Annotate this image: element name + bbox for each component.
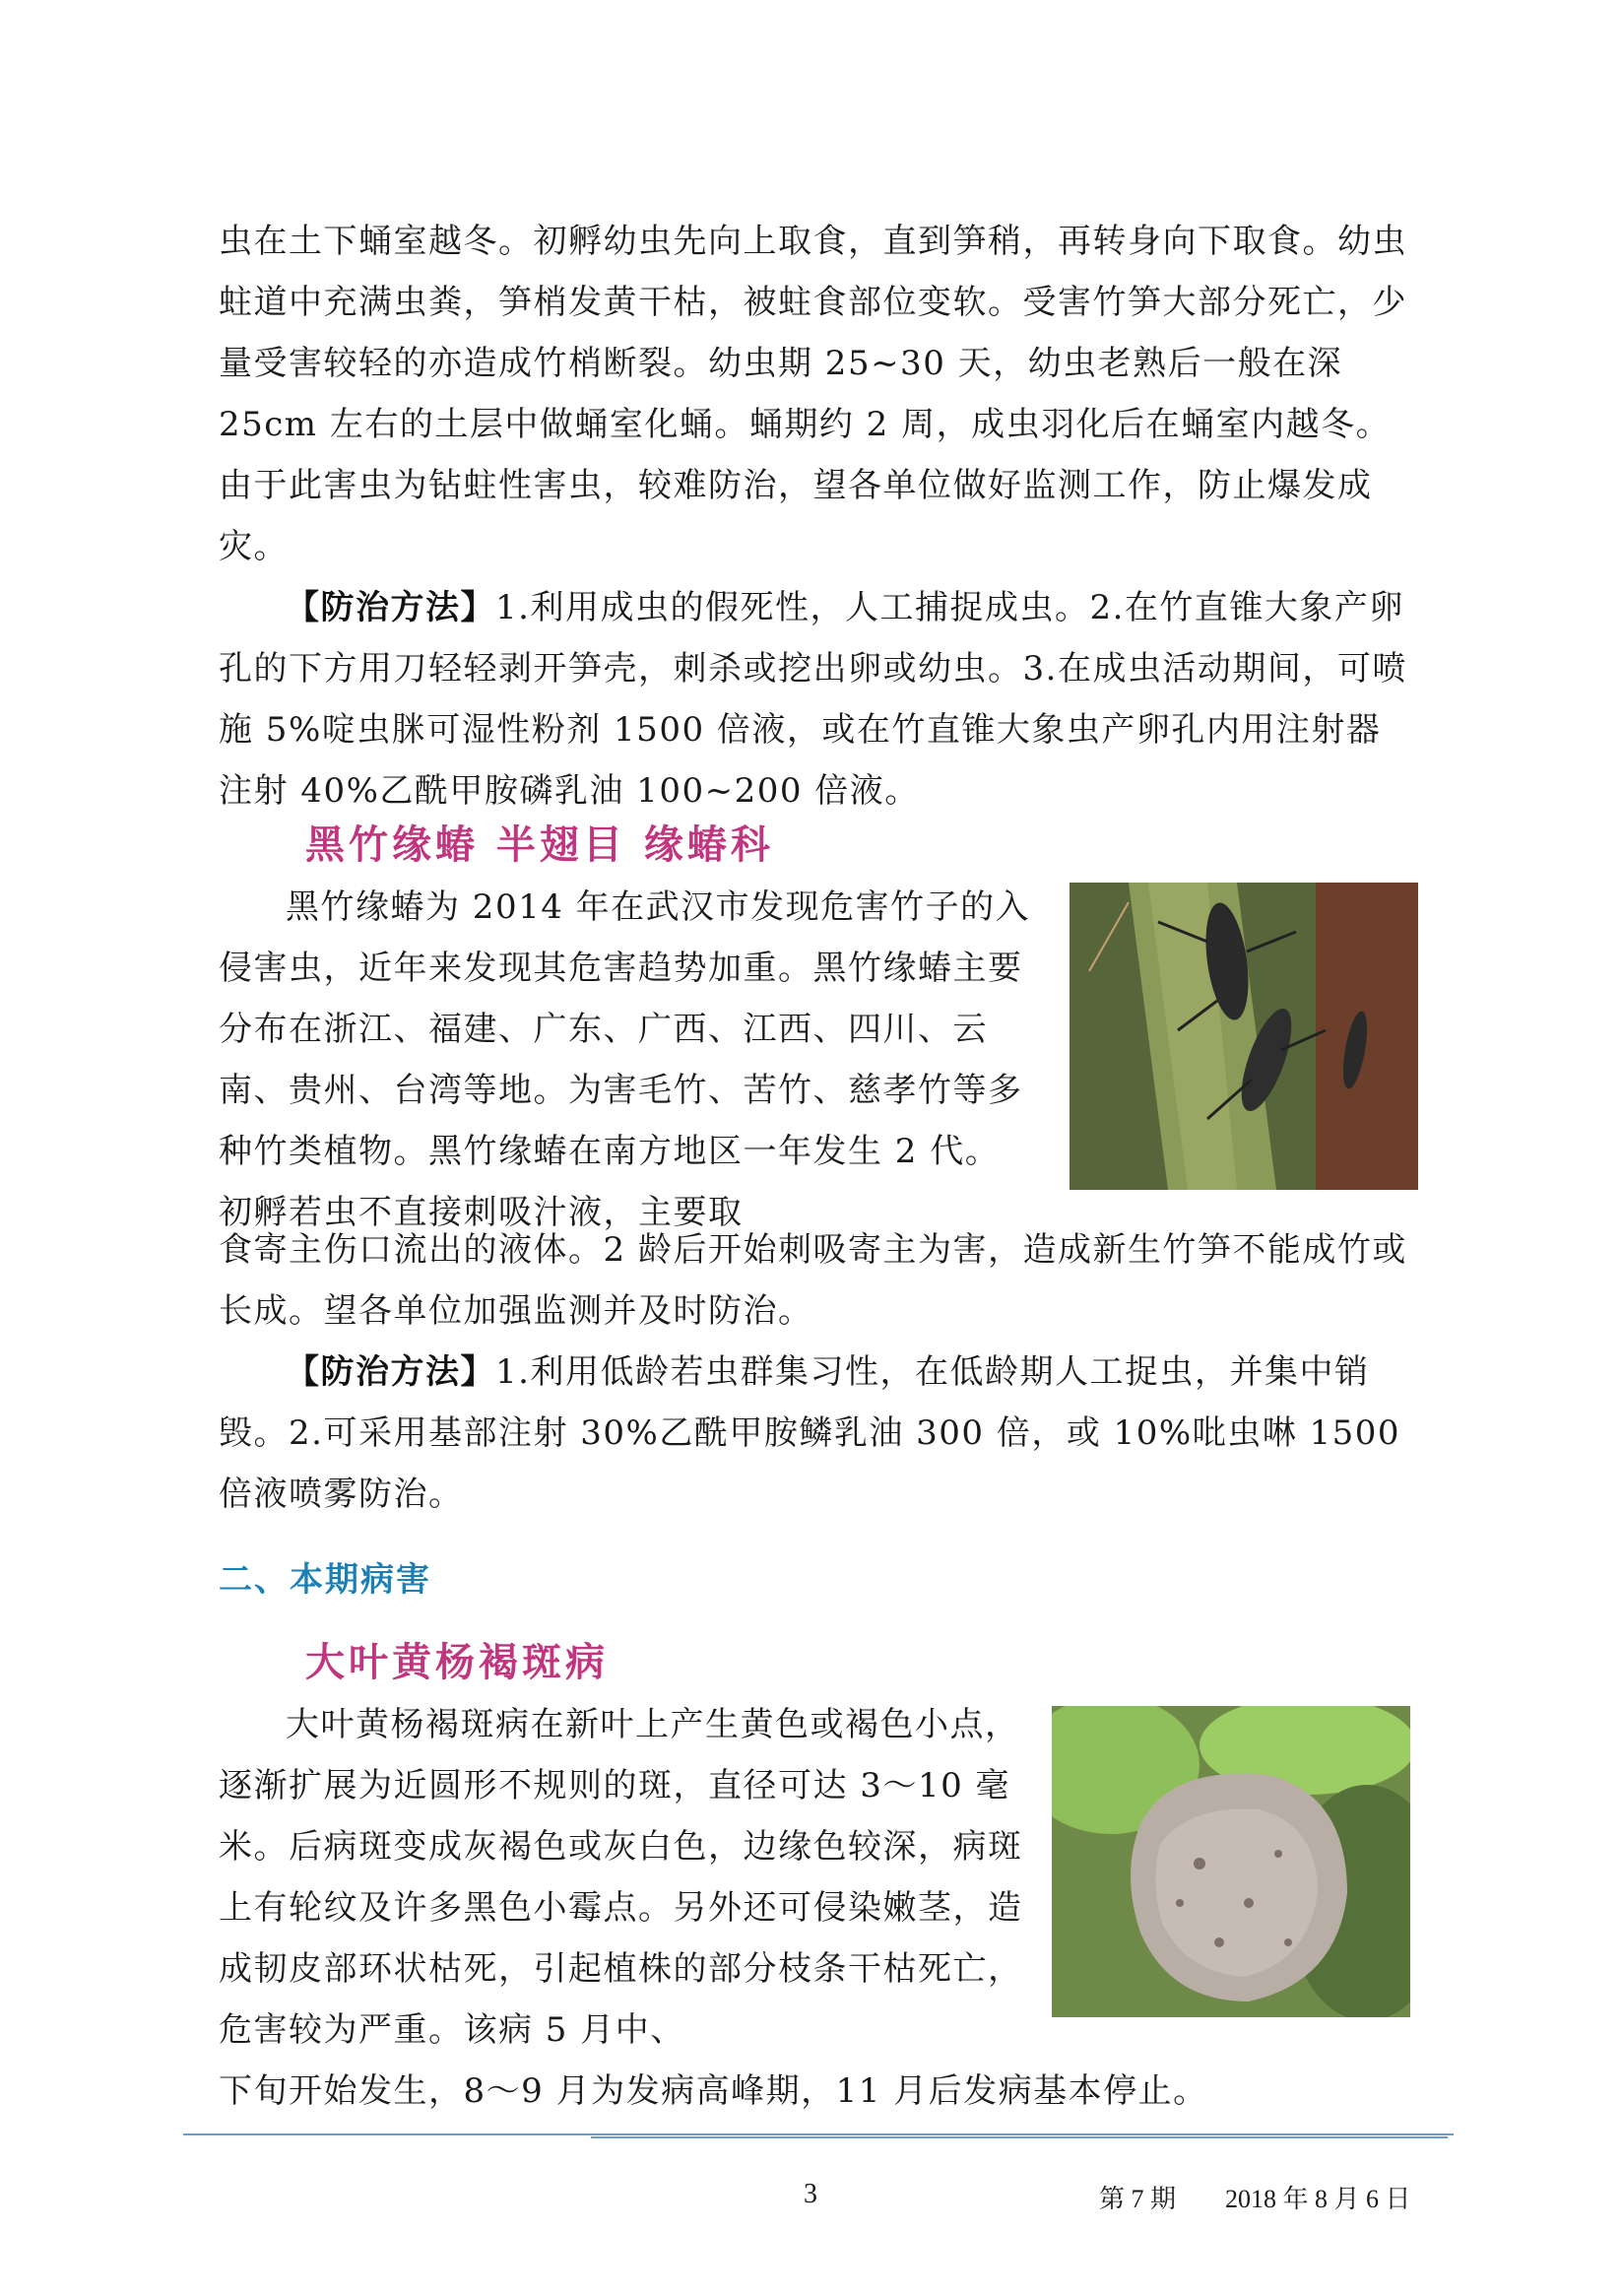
bug-wrap-paragraph: 黑竹缘蝽为 2014 年在武汉市发现危害竹子的入侵害虫，近年来发现其危害趋势加重。黑竹缘蝽主要分布在浙江、福建、广东、广西、江西、四川、云南、贵州、台湾等地。为害毛竹、苦竹、慈孝竹等多种竹类植物。黑竹缘蝽在南方地区一年发生 2 代。初孵若虫不直接刺吸汁液，主要取 — [219, 887, 1031, 1232]
disease-photo-illustration — [1052, 1706, 1410, 2017]
bug-title: 黑竹缘蝽 半翅目 缘蝽科 — [305, 822, 774, 868]
disease-title: 大叶黄杨褐斑病 — [305, 1640, 609, 1685]
intro-paragraph: 虫在土下蛹室越冬。初孵幼虫先向上取食，直到笋稍，再转身向下取食。幼虫蛀道中充满虫粪，笋梢发黄干枯，被蛀食部位变软。受害竹笋大部分死亡，少量受害较轻的亦造成竹梢断裂。幼虫期 25~30 天，幼虫老熟后一般在深 25cm 左右的土层中做蛹室化蛹。蛹期约 2 周，成虫羽化后在蛹室内越冬。由于此害虫为钻蛀性害虫，较难防治，望各单位做好监测工作，防止爆发成灾。 — [219, 222, 1407, 566]
intro-control-paragraph — [219, 577, 1412, 821]
footer-divider — [183, 2133, 1454, 2135]
footer-divider-secondary — [591, 2136, 1448, 2138]
disease-full-paragraph: 下旬开始发生，8～9 月为发病高峰期，11 月后发病基本停止。 — [219, 2071, 1208, 2111]
bug-photo-illustration — [1070, 883, 1418, 1190]
bug-control-text: 1.利用低龄若虫群集习性，在低龄期人工捉虫，并集中销毁。2.可采用基部注射 30%乙酰甲胺鳞乳油 300 倍，或 10%吡虫啉 1500 倍液喷雾防治。 — [219, 1352, 1401, 1514]
intro-section — [219, 211, 1412, 821]
issue-number: 第 7 期 — [1099, 2185, 1177, 2213]
intro-control-label: 【防治方法】 — [286, 588, 495, 627]
page-number: 3 — [804, 2179, 817, 2209]
bug-photo — [1070, 883, 1418, 1190]
intro-control-text: 1.利用成虫的假死性，人工捕捉成虫。2.在竹直锥大象产卵孔的下方用刀轻轻剥开笋壳，刺杀或挖出卵或幼虫。3.在成虫活动期间，可喷施 5%啶虫脒可湿性粉剂 1500 倍液，或在竹直锥大象虫产卵孔内用注射器注射 40%乙酰甲胺磷乳油 100~200 倍液。 — [219, 588, 1407, 811]
bug-control-paragraph — [219, 1342, 1412, 1525]
section-heading: 二、本期病害 — [219, 1560, 431, 1600]
disease-photo — [1052, 1706, 1410, 2017]
bug-control-label: 【防治方法】 — [286, 1352, 495, 1392]
bug-continued — [219, 1219, 1412, 1525]
disease-wrap-paragraph: 大叶黄杨褐斑病在新叶上产生黄色或褐色小点，逐渐扩展为近圆形不规则的斑，直径可达 3～10 毫米。后病斑变成灰褐色或灰白色，边缘色较深，病斑上有轮纹及许多黑色小霉点。另外还可侵染嫩茎，造成韧皮部环状枯死，引起植株的部分枝条干枯死亡，危害较为严重。该病 5 月中、 — [219, 1705, 1023, 2050]
issue-date: 2018 年 8 月 6 日 — [1225, 2185, 1411, 2213]
bug-full-paragraph: 食寄主伤口流出的液体。2 龄后开始刺吸寄主为害，造成新生竹笋不能成竹或长成。望各单位加强监测并及时防治。 — [219, 1230, 1407, 1331]
